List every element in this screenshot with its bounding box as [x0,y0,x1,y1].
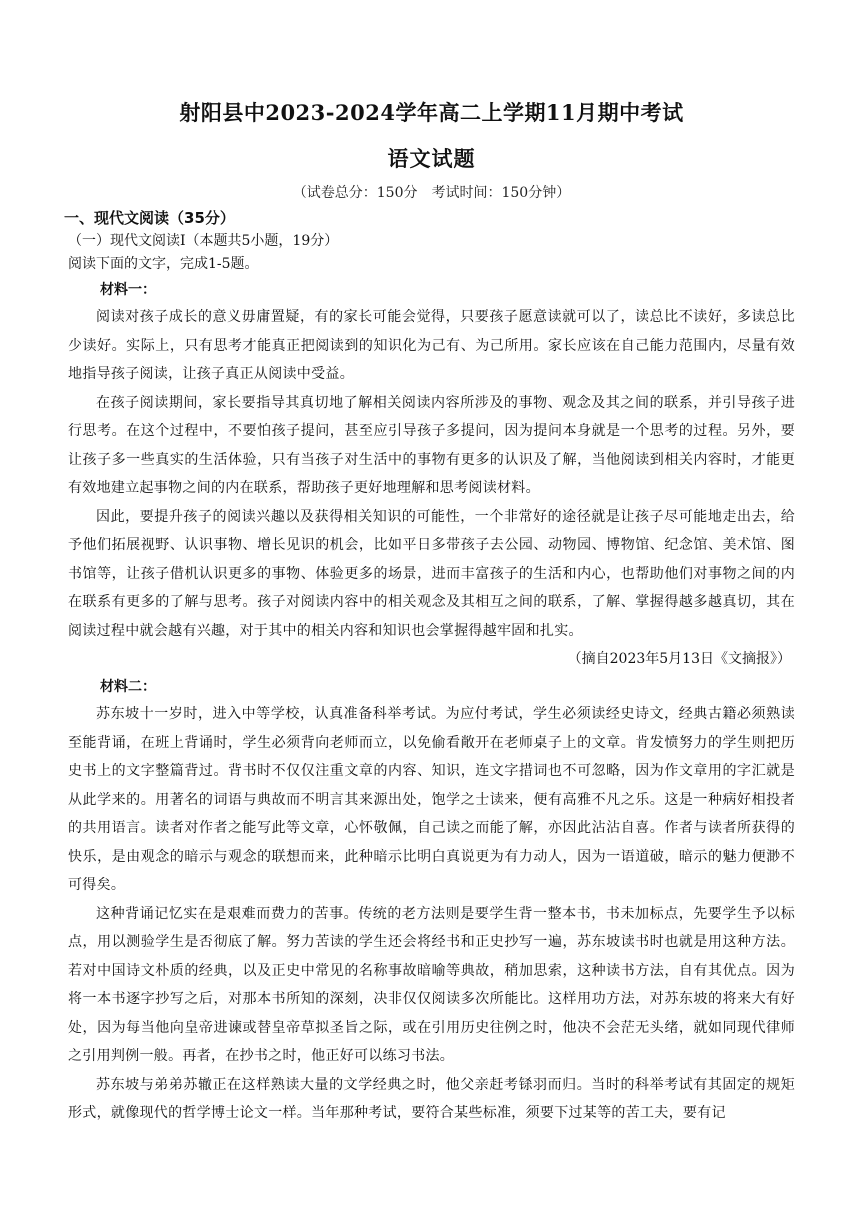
material-2-paragraph: 苏东坡十一岁时，进入中等学校，认真准备科举考试。为应付考试，学生必须读经史诗文，经典古籍必须熟读至能背诵，在班上背诵时，学生必须背向老师而立，以免偷看敞开在老师桌子上的文章。肯发愤努力的学生则把历史书上的文字整篇背过。背书时不仅仅注重文章的内容、知识，连文字措词也不可忽略，因为作文章用的字汇就是从此学来的。用著名的词语与典故而不明言其来源出处，饱学之士读来，便有高雅不凡之乐。这是一种病好相投者的共用语言。读者对作者之能写此等文章，心怀敬佩，自己读之而能了解，亦因此沾沾自喜。作者与读者所获得的快乐，是由观念的暗示与观念的联想而来，此种暗示比明白真说更为有力动人，因为一语道破，暗示的魅力便渺不可得矣。 [68,706,795,893]
exam-subject-title: 语文试题 [387,146,476,171]
material-2-paragraph: 这种背诵记忆实在是艰难而费力的苦事。传统的老方法则是要学生背一整本书，书未加标点，先要学生予以标点，用以测验学生是否彻底了解。努力苦读的学生还会将经书和正史抄写一遍，苏东坡读书时也就是用这种方法。若对中国诗文朴质的经典，以及正史中常见的名称事故暗喻等典故，稍加思索，这种读书方法，自有其优点。因为将一本书逐字抄写之后，对那本书所知的深刻，决非仅仅阅读多次所能比。这样用功方法，对苏东坡的将来大有好处，因为每当他向皇帝进谏或替皇帝草拟圣旨之际，或在引用历史往例之时，他决不会茫无头绪，就如同现代律师之引用判例一般。再者，在抄书之时，他正好可以练习书法。 [68,905,795,1064]
exam-title: 射阳县中2023-2024学年高二上学期11月期中考试 [179,100,684,125]
reading-instruction: 阅读下面的文字，完成1-5题。 [68,256,259,272]
material-1-label: 材料一： [100,282,156,298]
material-1-paragraph: 阅读对孩子成长的意义毋庸置疑，有的家长可能会觉得，只要孩子愿意读就可以了，读总比不读好，多读总比少读好。实际上，只有思考才能真正把阅读到的知识化为己有、为己所用。家长应该在自己能力范围内，尽量有效地指导孩子阅读，让孩子真正从阅读中受益。 [68,309,795,382]
exam-info: （试卷总分：150分 考试时间：150分钟） [292,185,571,201]
section-heading: 一、现代文阅读（35分） [64,209,235,227]
material-1-source: （摘自2023年5月13日《文摘报》） [567,651,791,667]
sub-section-heading: （一）现代文阅读Ⅰ（本题共5小题，19分） [68,233,339,249]
material-2-label: 材料二： [100,679,156,695]
material-2-paragraph: 苏东坡与弟弟苏辙正在这样熟读大量的文学经典之时，他父亲赶考铩羽而归。当时的科举考试有其固定的规矩形式，就像现代的哲学博士论文一样。当年那种考试，要符合某些标准，须要下过某等的苦工夫，要有记 [68,1076,795,1121]
material-1-paragraph: 因此，要提升孩子的阅读兴趣以及获得相关知识的可能性，一个非常好的途径就是让孩子尽可能地走出去，给予他们拓展视野、认识事物、增长见识的机会，比如平日多带孩子去公园、动物园、博物馆、纪念馆、美术馆、图书馆等，让孩子借机认识更多的事物、体验更多的场景，进而丰富孩子的生活和内心，也帮助他们对事物之间的内在联系有更多的了解与思考。孩子对阅读内容中的相关观念及其相互之间的联系，了解、掌握得越多越真切，其在阅读过程中就会越有兴趣，对于其中的相关内容和知识也会掌握得越牢固和扎实。 [68,508,795,639]
document-page [64,96,795,1128]
material-1-paragraph: 在孩子阅读期间，家长要指导其真切地了解相关阅读内容所涉及的事物、观念及其之间的联系，并引导孩子进行思考。在这个过程中，不要怕孩子提问，甚至应引导孩子多提问，因为提问本身就是一个思考的过程。另外，要让孩子多一些真实的生活体验，只有当孩子对生活中的事物有更多的认识及了解，当他阅读到相关内容时，才能更有效地建立起事物之间的内在联系，帮助孩子更好地理解和思考阅读材料。 [68,394,795,496]
